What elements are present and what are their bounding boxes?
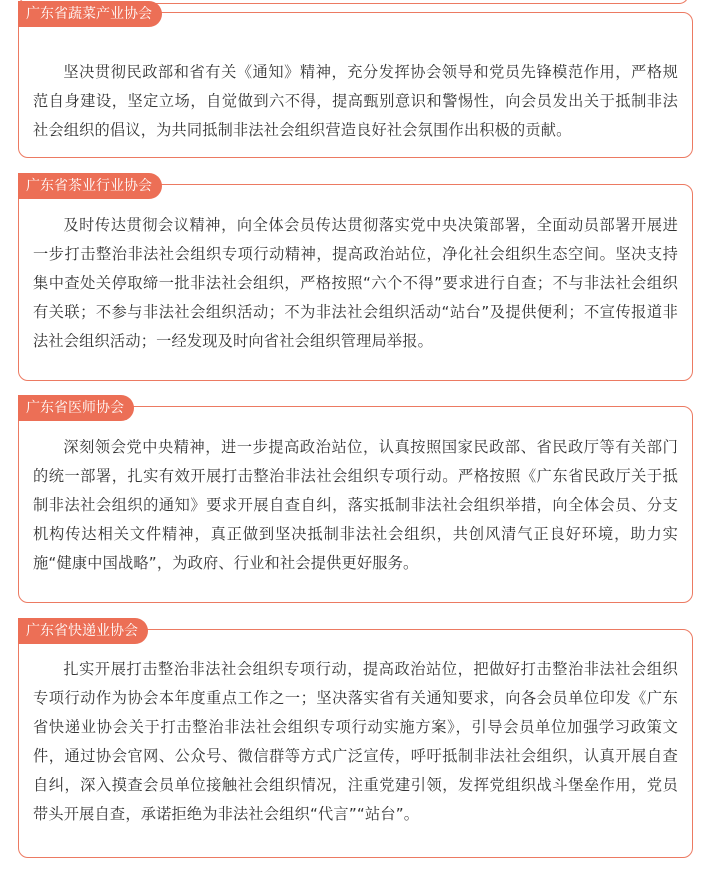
section-body-text: 深刻领会党中央精神，进一步提高政治站位，认真按照国家民政部、省民政厅等有关部门的统一部署，扎实有效开展打击整治非法社会组织专项行动。严格按照《广东省民政厅关于抵制非法社会组织的通知》要求开展自查自纠，落实抵制非法社会组织举措，向全体会员、分支机构传达相关文件精神，真正做到坚决抵制非法社会组织，共创风清气正良好环境，助力实施“健康中国战略”，为政府、行业和社会提供更好服务。 — [33, 438, 678, 572]
section-body-text: 扎实开展打击整治非法社会组织专项行动，提高政治站位，把做好打击整治非法社会组织专项行动作为协会本年度重点工作之一；坚决落实省有关通知要求，向各会员单位印发《广东省快递业协会关于打击整治非法社会组织专项行动实施方案》，引导会员单位加强学习政策文件，通过协会官网、公众号、微信群等方式广泛宣传，呼吁抵制非法社会组织，认真开展自查自纠，深入摸查会员单位接触社会组织情况，注重党建引领，发挥党组织战斗堡垒作用，党员带头开展自查，承诺拒绝为非法社会组织“代言”“站台”。 — [33, 660, 678, 823]
section-card-express-association — [18, 623, 693, 858]
section-card-physician-association — [18, 400, 693, 603]
section-tag: 广东省茶业行业协会 — [18, 173, 162, 199]
section-body-text: 及时传达贯彻会议精神，向全体会员传达贯彻落实党中央决策部署，全面动员部署开展进一步打击整治非法社会组织专项行动精神，提高政治站位，净化社会组织生态空间。坚决支持集中查处关停取缔一批非法社会组织，严格按照“六个不得”要求进行自查；不与非法社会组织有关联；不参与非法社会组织活动；不为非法社会组织活动“站台”及提供便利；不宣传报道非法社会组织活动；一经发现及时向省社会组织管理局举报。 — [33, 216, 678, 350]
section-card-vegetable-association — [18, 6, 693, 158]
section-body-text: 坚决贯彻民政部和省有关《通知》精神，充分发挥协会领导和党员先锋模范作用，严格规范自身建设，坚定立场，自觉做到六不得，提高甄别意识和警惕性，向会员发出关于抵制非法社会组织的倡议，为共同抵制非法社会组织营造良好社会氛围作出积极的贡献。 — [33, 63, 678, 139]
section-card-tea-association — [18, 178, 693, 381]
section-tag: 广东省医师协会 — [18, 395, 134, 421]
section-tag: 广东省快递业协会 — [18, 618, 148, 644]
section-tag: 广东省蔬菜产业协会 — [18, 1, 162, 27]
